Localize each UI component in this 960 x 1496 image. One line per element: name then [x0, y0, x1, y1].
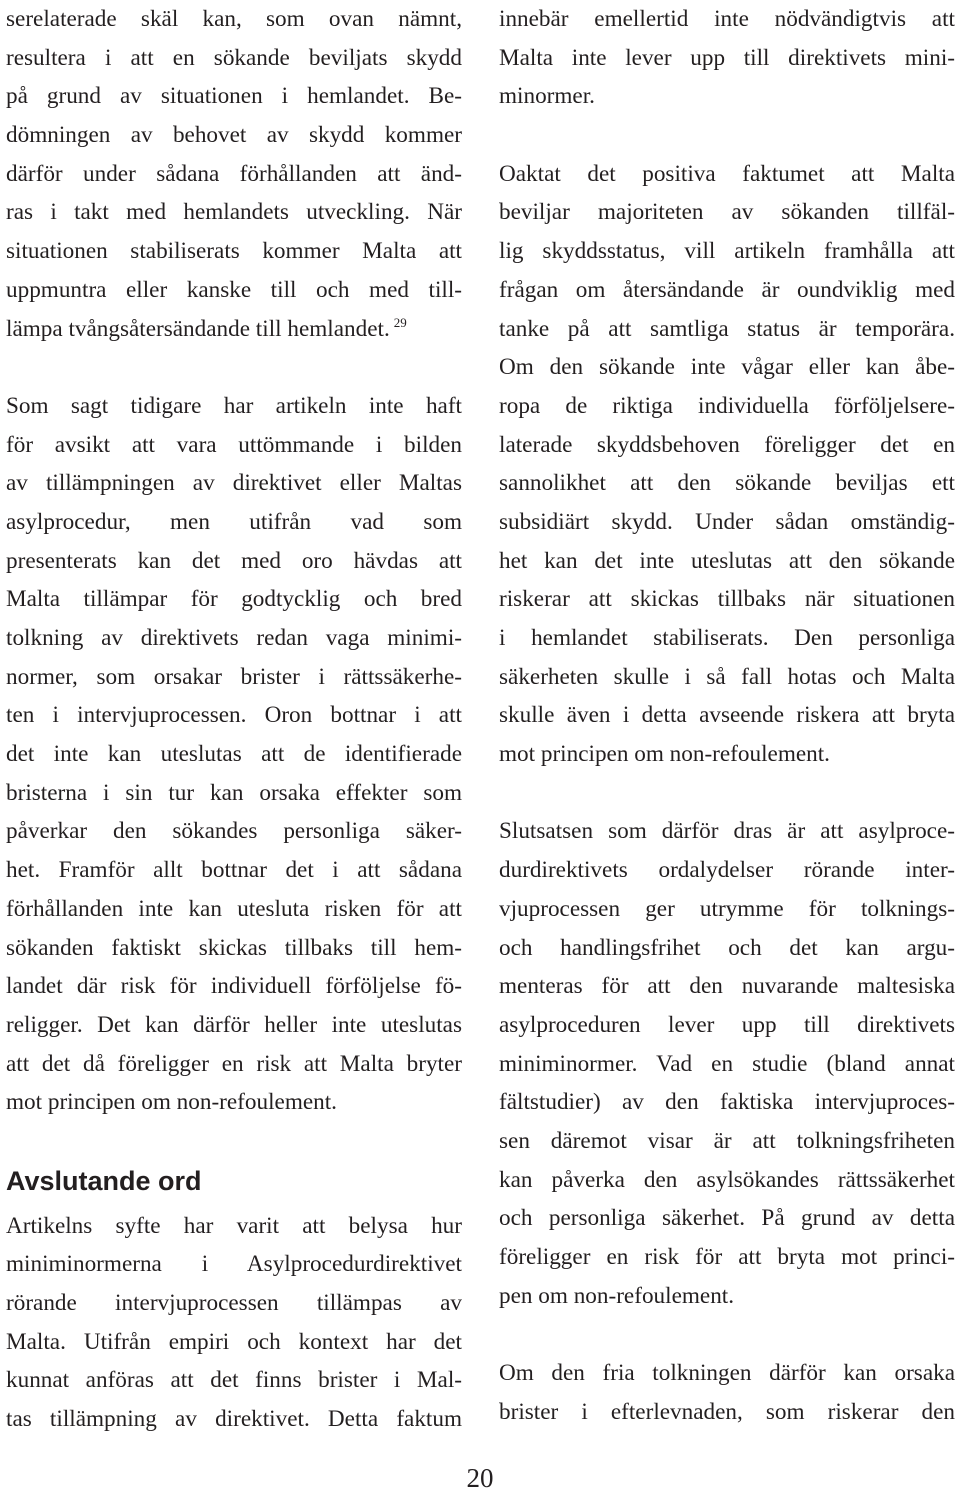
text-line: religger. Det kan därför heller inte uteslutas — [6, 1011, 462, 1038]
text-line: skulle även i detta avseende riskera att bryta — [499, 702, 955, 729]
text-line: i hemlandet stabiliserats. Den personliga — [499, 625, 955, 651]
left-column — [6, 0, 462, 1439]
right-paragraph-3 — [499, 812, 955, 1315]
paragraph-gap — [499, 774, 955, 813]
right-paragraph-2 — [499, 155, 955, 774]
paragraph-gap — [499, 116, 955, 155]
text-line: ras i takt med hemlandets utveckling. När — [6, 199, 462, 226]
text-line: och personliga säkerhet. På grund av detta — [499, 1205, 955, 1232]
text-line: ropa de riktiga individuella förföljelsere- — [499, 392, 955, 419]
text-line: presenterats kan det med oro hävdas att — [6, 547, 462, 574]
text-line-with-footnote — [6, 310, 462, 349]
text-line: miniminormerna i Asylprocedurdirektivet — [6, 1251, 462, 1278]
text-line: Artikelns syfte har varit att belysa hur — [6, 1212, 462, 1239]
paragraph-gap — [499, 1315, 955, 1354]
text-line: lämpa tvångsåtersändande till hemlandet. — [6, 315, 390, 342]
text-line: för avsikt att vara uttömmande i bilden — [6, 431, 462, 458]
text-line: Som sagt tidigare har artikeln inte haft — [6, 392, 462, 419]
paragraph-gap — [6, 348, 462, 387]
text-line: Slutsatsen som därför dras är att asylproce- — [499, 818, 955, 845]
text-line: beviljar majoriteten av sökanden tillfäl- — [499, 199, 955, 226]
text-line: tanke på att samtliga status är temporära. — [499, 315, 955, 342]
text-line: normer, som orsakar brister i rättssäkerhe- — [6, 663, 462, 690]
text-line: på grund av situationen i hemlandet. Be- — [6, 83, 462, 110]
paragraph-gap — [6, 1122, 462, 1161]
section-heading: Avslutande ord — [6, 1165, 202, 1196]
text-line: landet där risk för individuell förföljelse fö- — [6, 973, 462, 1000]
text-line: tas tillämpning av direktivet. Detta faktum — [6, 1406, 462, 1433]
text-line: miniminormer. Vad en studie (bland annat — [499, 1050, 955, 1077]
text-line: pen om non-refoulement. — [499, 1282, 735, 1309]
text-line: innebär emellertid inte nödvändigtvis att — [499, 6, 955, 32]
right-paragraph-1 — [499, 0, 955, 116]
left-paragraph-1 — [6, 0, 462, 348]
page-number: 20 — [466, 1463, 494, 1493]
text-line: Malta inte lever upp till direktivets mini- — [499, 44, 955, 71]
text-line: tolkning av direktivets redan vaga minimi- — [6, 625, 462, 651]
footnote-reference[interactable]: 29 — [393, 314, 407, 330]
text-line: het. Framför allt bottnar det i att sådana — [6, 857, 462, 884]
text-line: het kan det inte uteslutas att den sökande — [499, 547, 955, 574]
left-paragraph-2 — [6, 387, 462, 1122]
text-line: fältstudier) av den faktiska intervjuproces- — [499, 1089, 955, 1116]
text-line: situationen stabiliserats kommer Malta att — [6, 238, 462, 265]
text-line: sannolikhet att den sökande beviljas ett — [499, 470, 955, 497]
right-column — [499, 0, 955, 1431]
text-line: minormer. — [499, 83, 595, 110]
text-line: Oaktat det positiva faktumet att Malta — [499, 160, 955, 187]
text-line: Om den sökande inte vågar eller kan åbe- — [499, 354, 955, 381]
left-paragraph-3 — [6, 1207, 462, 1439]
text-line: subsidiärt skydd. Under sådan omständig- — [499, 508, 955, 535]
text-line: påverkar den sökandes personliga säker- — [6, 818, 462, 845]
text-line: mot principen om non-refoulement. — [499, 741, 830, 768]
text-line: serelaterade skäl kan, som ovan nämnt, — [6, 6, 462, 32]
text-line: mot principen om non-refoulement. — [6, 1089, 337, 1116]
text-line: kan påverka den asylsökandes rättssäkerhet — [499, 1166, 955, 1193]
right-paragraph-4 — [499, 1354, 955, 1431]
text-line: Om den fria tolkningen därför kan orsaka — [499, 1360, 955, 1387]
text-line: rörande intervjuprocessen tillämpas av — [6, 1290, 462, 1316]
text-line: dömningen av behovet av skydd kommer — [6, 122, 462, 149]
text-line: kunnat anföras att det finns brister i Mal- — [6, 1367, 462, 1394]
text-line: menteras för att den nuvarande maltesiska — [499, 973, 955, 1000]
text-line: frågan om återsändande är oundviklig med — [499, 276, 955, 303]
text-line: förhållanden inte kan utesluta risken för att — [6, 895, 462, 922]
text-line: sen däremot visar är att tolkningsfriheten — [499, 1127, 955, 1154]
text-line: Malta tillämpar för godtycklig och bred — [6, 586, 462, 613]
text-line: resultera i att en sökande beviljats skydd — [6, 44, 462, 71]
text-line: vjuprocessen ger utrymme för tolknings- — [499, 895, 955, 922]
text-line: och handlingsfrihet och det kan argu- — [499, 934, 955, 961]
text-line: sökanden faktiskt skickas tillbaks till hem- — [6, 934, 462, 961]
text-line: därför under sådana förhållanden att änd- — [6, 160, 462, 187]
text-line: asylprocedur, men utifrån vad som — [6, 508, 462, 535]
text-line: asylproceduren lever upp till direktivets — [499, 1011, 955, 1038]
text-line: Malta. Utifrån empiri och kontext har det — [6, 1328, 462, 1355]
text-line: av tillämpningen av direktivet eller Maltas — [6, 470, 462, 497]
text-line: att det då föreligger en risk att Malta bryter — [6, 1050, 462, 1077]
text-line: durdirektivets ordalydelser rörande inter- — [499, 857, 955, 884]
text-line: laterade skyddsbehoven föreligger det en — [499, 431, 955, 458]
text-line: det inte kan uteslutas att de identifierade — [6, 741, 462, 768]
text-line: uppmuntra eller kanske till och med till- — [6, 276, 462, 303]
text-line: säkerheten skulle i så fall hotas och Malta — [499, 663, 955, 690]
text-line: lig skyddsstatus, vill artikeln framhålla att — [499, 238, 955, 265]
text-line: föreligger en risk för att bryta mot princi- — [499, 1244, 955, 1270]
text-line: bristerna i sin tur kan orsaka effekter som — [6, 779, 462, 806]
text-line: brister i efterlevnaden, som riskerar den — [499, 1398, 955, 1425]
text-line: riskerar att skickas tillbaks när situationen — [499, 586, 955, 613]
text-line: ten i intervjuprocessen. Oron bottnar i att — [6, 702, 462, 729]
